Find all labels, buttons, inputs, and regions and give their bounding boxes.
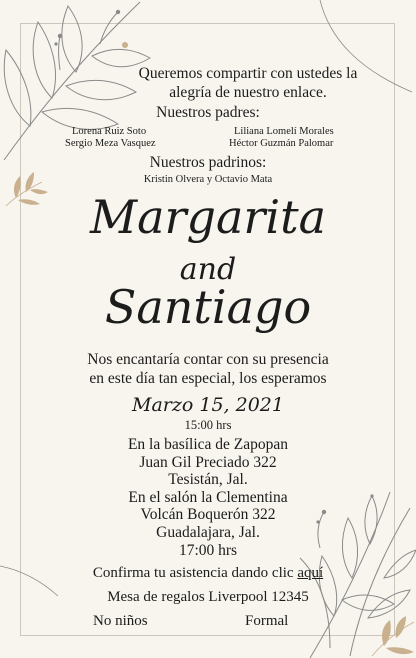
sponsors-names: Kristin Olvera y Octavio Mata xyxy=(143,174,273,185)
couple-connector: and xyxy=(179,252,237,287)
invitation-line-1: Nos encantaría contar con su presencia xyxy=(87,351,329,368)
ceremony-line-1: En la basílica de Zapopan xyxy=(127,436,289,453)
dress-code: Formal xyxy=(245,613,289,629)
event-date: Marzo 15, 2021 xyxy=(132,394,284,416)
sponsors-heading: Nuestros padrinos: xyxy=(149,154,267,171)
ceremony-time: 15:00 hrs xyxy=(184,418,232,432)
rsvp-text: Confirma tu asistencia dando clic xyxy=(92,565,298,581)
gift-registry: Mesa de regalos Liverpool 12345 xyxy=(107,589,309,605)
parents-heading: Nuestros padres: xyxy=(156,104,260,121)
intro-line-1: Queremos compartir con ustedes la xyxy=(138,65,358,82)
gold-dot-icon xyxy=(120,40,130,50)
intro-line-2: alegría de nuestro enlace. xyxy=(169,84,327,101)
groom-name: Santiago xyxy=(104,280,312,334)
no-kids-note: No niños xyxy=(93,613,148,629)
rsvp-line xyxy=(0,565,416,582)
groom-parent-2: Héctor Guzmán Palomar xyxy=(229,138,334,149)
bride-parent-1: Lorena Ruiz Soto xyxy=(72,126,147,137)
bride-parent-2: Sergio Meza Vasquez xyxy=(65,138,156,149)
reception-line-2: Volcán Boquerón 322 xyxy=(140,506,276,523)
reception-time: 17:00 hrs xyxy=(178,542,238,559)
ceremony-line-3: Tesistán, Jal. xyxy=(168,471,248,488)
invitation-line-2: en este día tan especial, los esperamos xyxy=(89,370,327,387)
gold-leaves-bottom-right-icon xyxy=(366,608,416,658)
bride-name: Margarita xyxy=(90,190,326,244)
rsvp-link[interactable]: aquí xyxy=(297,565,324,581)
ceremony-line-2: Juan Gil Preciado 322 xyxy=(139,454,277,471)
groom-parent-1: Liliana Lomelí Morales xyxy=(234,126,334,137)
reception-line-3: Guadalajara, Jal. xyxy=(156,524,260,541)
reception-line-1: En el salón la Clementina xyxy=(128,489,288,506)
